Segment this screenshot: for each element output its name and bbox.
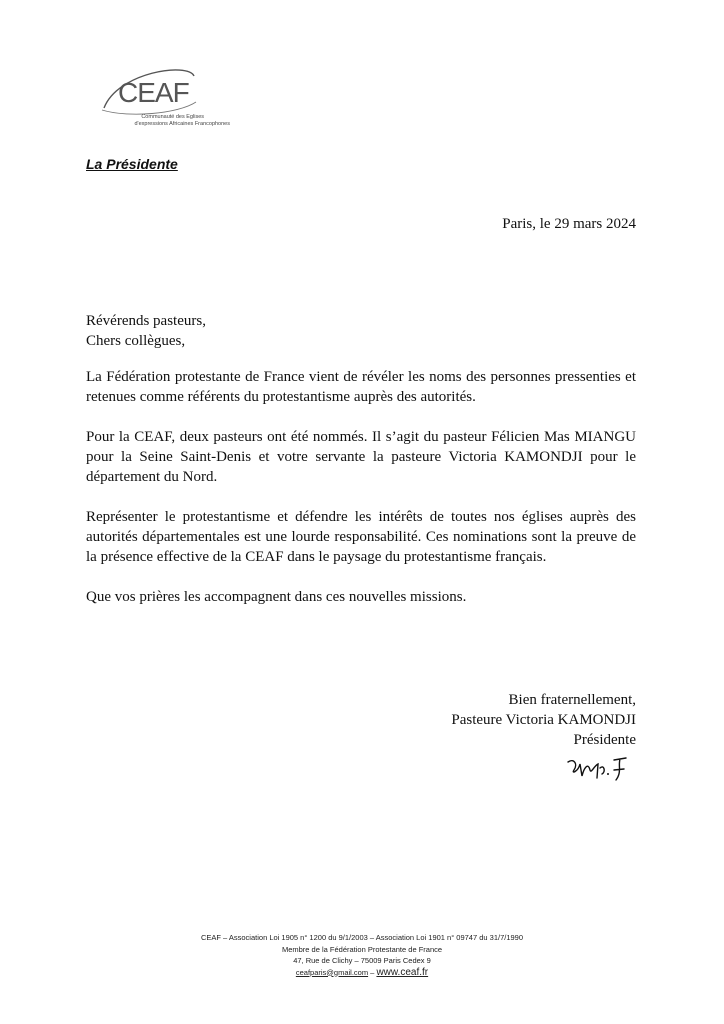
footer-membership-line: Membre de la Fédération Protestante de France (281, 944, 443, 954)
paragraph-prayers: Que vos prières les accompagnent dans ces nouvelles missions. (86, 589, 467, 605)
email-link[interactable]: ceafparis@gmail.com (295, 967, 369, 977)
logo-tagline-line1: Communauté des Eglises (141, 114, 204, 120)
letterhead-footer (0, 932, 724, 978)
salutation-line1: Révérends pasteurs, (86, 313, 206, 329)
date-line: Paris, le 29 mars 2024 (502, 216, 636, 232)
handwritten-signature (564, 750, 634, 786)
signer-name: Pasteure Victoria KAMONDJI (451, 712, 636, 728)
paragraph-nominations: Pour la CEAF, deux pasteurs ont été nommés. Il s’agit du pasteur Félicien Mas MIANGU pour la Seine Saint-Denis et votre servante la pasteure Victoria KAMONDJI pour le département du Nord. (86, 429, 636, 485)
logo-wordmark: CEAF (118, 77, 189, 108)
ceaf-logo-mark (98, 62, 238, 122)
website-link[interactable]: www.ceaf.fr (376, 966, 429, 978)
sender-title: La Présidente (86, 156, 178, 172)
footer-address-line: 47, Rue de Clichy – 75009 Paris Cedex 9 (293, 956, 431, 965)
signoff (451, 690, 636, 750)
logo-tagline (120, 114, 230, 128)
salutation (86, 311, 636, 351)
paragraph-announcement: La Fédération protestante de France vient de révéler les noms des personnes pressenties et retenues comme référents du protestantisme auprès des autorités. (86, 369, 636, 405)
closing-line: Bien fraternellement, (508, 692, 636, 708)
footer-separator: – (368, 967, 377, 977)
paragraph-responsibility: Représenter le protestantisme et défendre les intérêts de toutes nos églises auprès des autorités départementales est une lourde responsabilité. Ces nominations sont la preuve de la présence effective de la CEAF dans le paysage du protestantisme français. (86, 509, 636, 565)
logo-tagline-line2: d'expressions Africaines Francophones (134, 121, 230, 127)
letter-body (86, 311, 636, 627)
salutation-line2: Chers collègues, (86, 333, 186, 349)
footer-contact-line (0, 967, 724, 979)
signer-role: Présidente (573, 732, 636, 748)
footer-legal-line: CEAF – Association Loi 1905 n° 1200 du 9/1/2003 – Association Loi 1901 n° 09747 du 31/7/1990 (200, 933, 524, 942)
